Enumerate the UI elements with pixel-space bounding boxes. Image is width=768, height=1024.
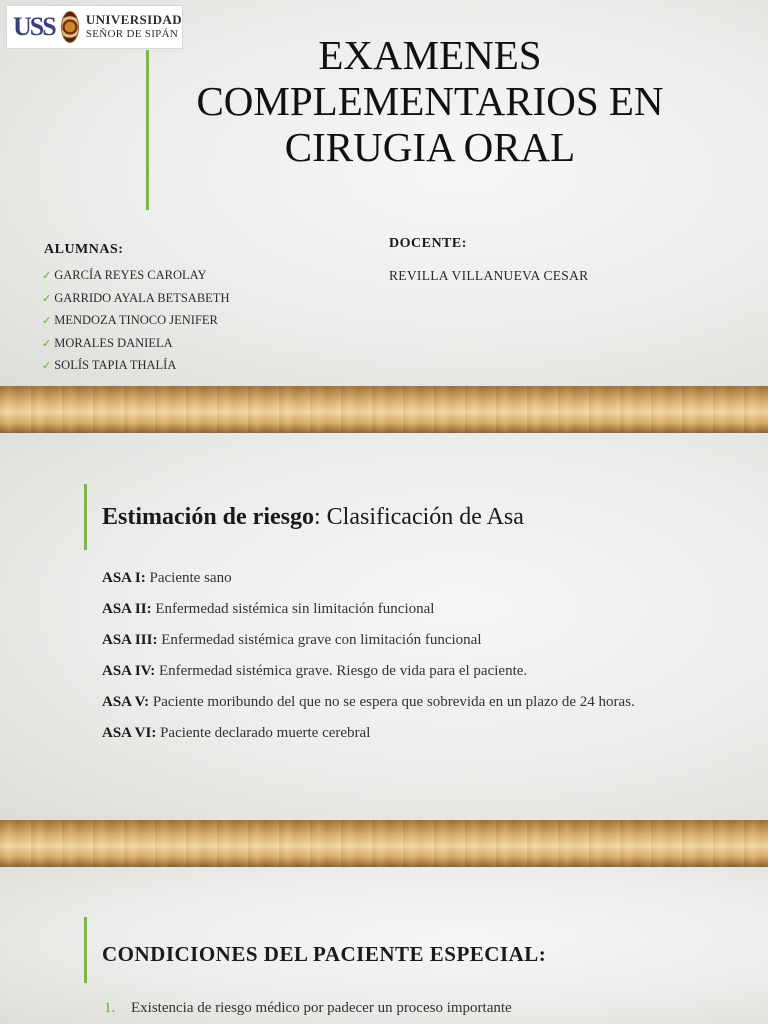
check-icon: ✓ — [42, 270, 52, 282]
teacher-label: DOCENTE: — [389, 236, 467, 251]
list-item — [102, 566, 702, 590]
asa-heading-bold: Estimación de riesgo — [102, 504, 314, 530]
list-item — [42, 287, 229, 310]
special-patient-heading: CONDICIONES DEL PACIENTE ESPECIAL: — [102, 942, 547, 966]
logo-name-line1: UNIVERSIDAD — [85, 12, 182, 27]
asa-text: Enfermedad sistémica grave. Riesgo de vida para el paciente. — [155, 663, 528, 679]
check-icon: ✓ — [42, 337, 52, 350]
list-item — [102, 659, 702, 683]
slide-title: EXAMENES COMPLEMENTARIOS EN CIRUGIA ORAL — [196, 32, 664, 170]
wood-divider — [0, 820, 768, 867]
seal-icon — [61, 11, 79, 43]
check-icon: ✓ — [42, 315, 52, 327]
list-item — [102, 690, 702, 714]
list-item — [42, 309, 229, 332]
students-list — [42, 264, 229, 377]
logo-name-line2: SEÑOR DE SIPÁN — [85, 28, 179, 40]
student-name: MENDOZA TINOCO JENIFER — [54, 313, 218, 327]
asa-label: ASA V: — [102, 694, 150, 710]
heading-accent-bar — [84, 917, 87, 983]
heading-accent-bar — [84, 484, 87, 550]
list-item — [42, 264, 229, 287]
title-slide — [0, 0, 768, 386]
student-name: GARCÍA REYES CAROLAY — [54, 268, 207, 282]
student-name: SOLÍS TAPIA THALÍA — [54, 358, 177, 372]
asa-text: Enfermedad sistémica grave con limitación funcional — [157, 632, 482, 648]
asa-heading-rest: : Clasificación de Asa — [313, 504, 524, 530]
logo-mark: USS — [13, 12, 55, 41]
asa-label: ASA IV: — [102, 663, 156, 679]
asa-list — [102, 566, 702, 752]
list-item — [102, 721, 702, 745]
asa-label: ASA VI: — [102, 725, 157, 741]
list-item — [42, 354, 229, 377]
asa-text: Paciente declarado muerte cerebral — [156, 725, 371, 741]
list-item — [104, 1000, 512, 1017]
student-name: GARRIDO AYALA BETSABETH — [54, 290, 230, 305]
teacher-name: REVILLA VILLANUEVA CESAR — [389, 268, 589, 283]
asa-label: ASA I: — [102, 570, 146, 586]
asa-text: Paciente sano — [145, 570, 232, 586]
check-icon: ✓ — [42, 292, 52, 305]
asa-text: Paciente moribundo del que no se espera que sobrevida en un plazo de 24 horas. — [149, 694, 635, 710]
list-item — [102, 628, 702, 652]
list-item — [42, 332, 229, 355]
asa-label: ASA III: — [102, 632, 158, 648]
asa-heading — [102, 504, 524, 531]
item-text: Existencia de riesgo médico por padecer un proceso importante — [131, 1000, 512, 1016]
list-item — [102, 597, 702, 621]
students-label: ALUMNAS: — [44, 242, 124, 257]
student-name: MORALES DANIELA — [54, 335, 173, 350]
asa-text: Enfermedad sistémica sin limitación funcional — [151, 601, 435, 617]
title-accent-bar — [146, 50, 149, 210]
asa-label: ASA II: — [102, 601, 152, 617]
check-icon: ✓ — [42, 360, 52, 372]
wood-divider — [0, 386, 768, 433]
item-number: 1. — [104, 1000, 116, 1016]
